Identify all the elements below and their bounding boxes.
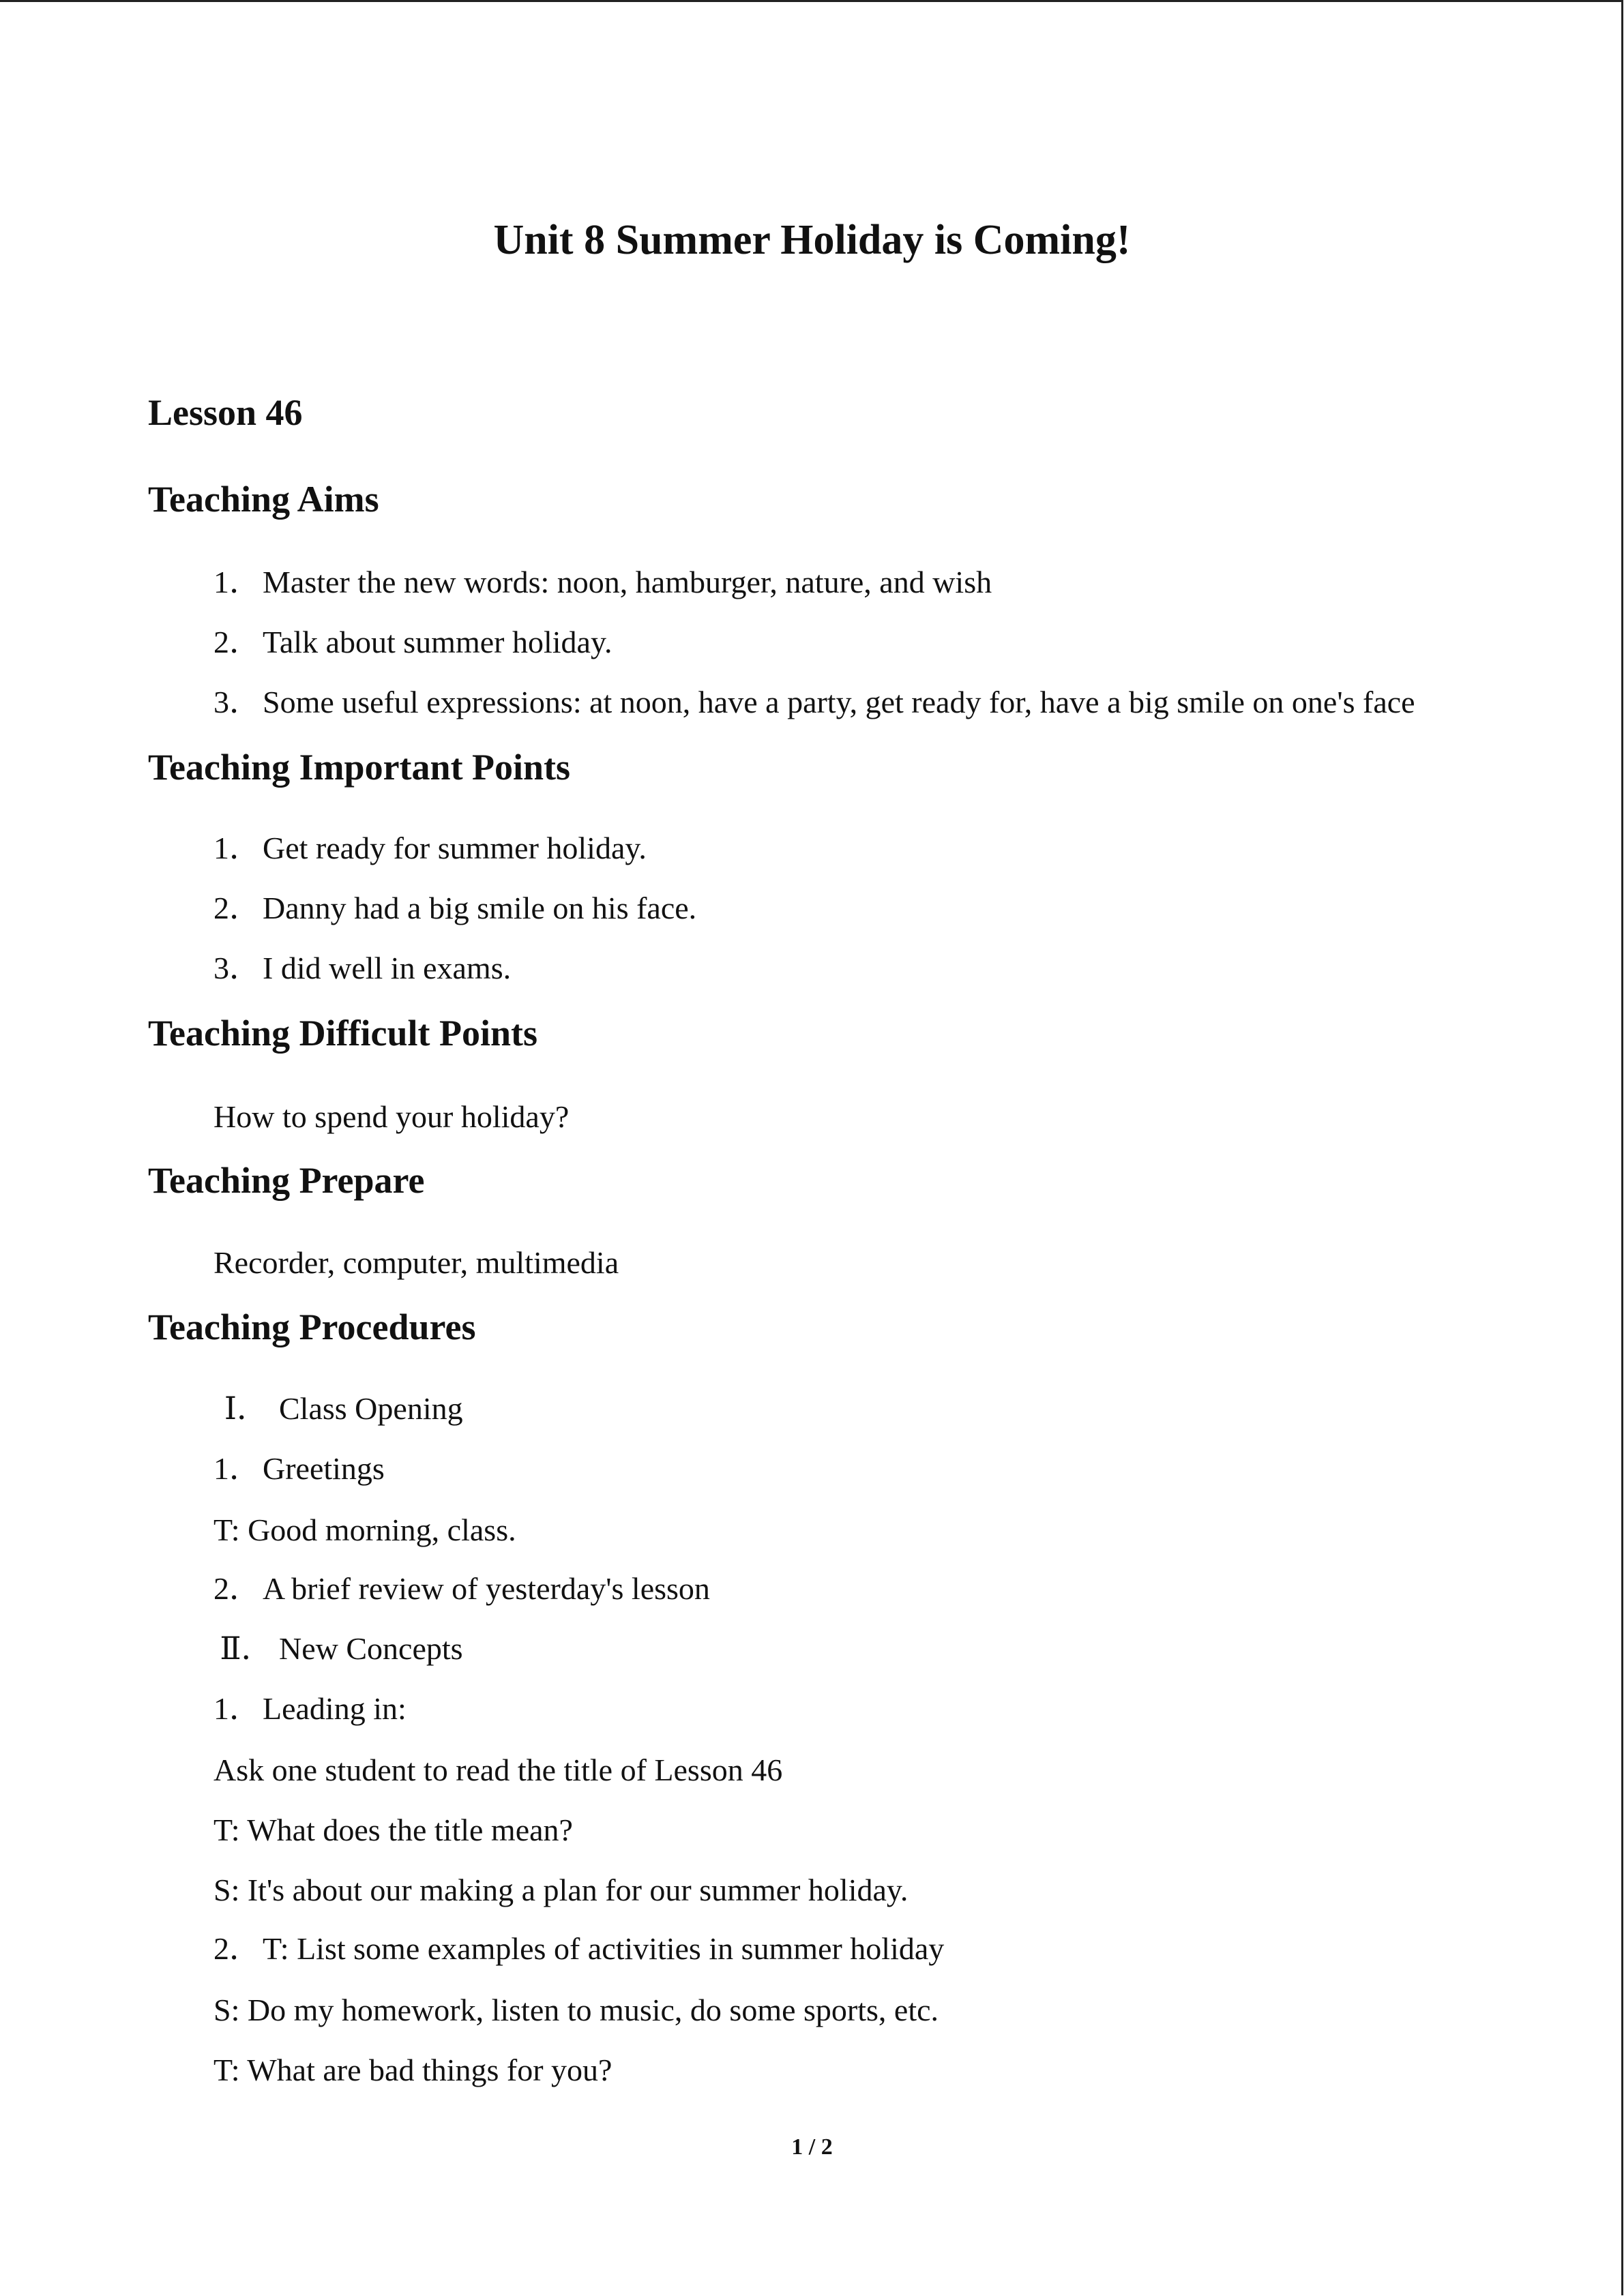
difficult-text: How to spend your holiday? <box>213 1099 570 1134</box>
list-text: Master the new words: noon, hamburger, nature, and wish <box>263 565 992 599</box>
dialogue-line: T: Good morning, class. <box>213 1512 516 1547</box>
aims-item-1 <box>213 562 992 603</box>
section-text: New Concepts <box>279 1631 463 1666</box>
list-number: 3． <box>213 685 261 719</box>
list-number: 2． <box>213 625 261 659</box>
roman-number: Ⅰ． <box>224 1391 269 1426</box>
dialogue-line: T: What are bad things for you? <box>213 2053 612 2087</box>
instruction-line: Ask one student to read the title of Lesson 46 <box>213 1753 783 1787</box>
roman-number: Ⅱ． <box>220 1631 273 1666</box>
list-number: 1． <box>213 1451 261 1486</box>
list-text: A brief review of yesterday's lesson <box>263 1571 710 1606</box>
section-new-concepts <box>213 1628 463 1669</box>
list-text: Get ready for summer holiday. <box>263 831 647 865</box>
dialogue-line: S: It's about our making a plan for our summer holiday. <box>213 1873 909 1907</box>
aims-item-3 <box>213 682 1415 723</box>
difficult-points-heading: Teaching Difficult Points <box>148 1013 538 1054</box>
dialogue-line: T: What does the title mean? <box>213 1813 573 1847</box>
list-number: 2． <box>213 1571 261 1606</box>
list-number: 3． <box>213 951 261 985</box>
leading-in-item <box>213 1688 407 1729</box>
important-points-heading: Teaching Important Points <box>148 747 571 788</box>
page-number: 1 / 2 <box>791 2134 833 2160</box>
important-item-2 <box>213 888 696 929</box>
document-title: Unit 8 Summer Holiday is Coming! <box>493 217 1131 263</box>
list-text: Danny had a big smile on his face. <box>263 891 697 925</box>
lesson-heading: Lesson 46 <box>148 392 303 433</box>
list-number: 2． <box>213 891 261 925</box>
list-number: 1． <box>213 1691 261 1726</box>
aims-item-2 <box>213 622 612 663</box>
list-number: 2． <box>213 1931 261 1966</box>
list-text: Talk about summer holiday. <box>263 625 612 659</box>
list-text: Leading in: <box>263 1691 407 1726</box>
prepare-heading: Teaching Prepare <box>148 1160 425 1201</box>
list-text: I did well in exams. <box>263 951 512 985</box>
important-item-1 <box>213 828 647 869</box>
dialogue-line: S: Do my homework, listen to music, do some sports, etc. <box>213 1993 939 2027</box>
important-item-3 <box>213 948 511 989</box>
list-text: T: List some examples of activities in summer holiday <box>263 1931 945 1966</box>
list-number: 1． <box>213 565 261 599</box>
list-number: 1． <box>213 831 261 865</box>
list-text: Some useful expressions: at noon, have a party, get ready for, have a big smile on one's face <box>263 685 1415 719</box>
section-class-opening <box>213 1388 463 1429</box>
greetings-item <box>213 1448 385 1489</box>
list-activities-item <box>213 1928 944 1969</box>
prepare-text: Recorder, computer, multimedia <box>213 1245 619 1280</box>
teaching-aims-heading: Teaching Aims <box>148 479 379 520</box>
section-text: Class Opening <box>279 1391 463 1426</box>
review-item <box>213 1568 710 1609</box>
list-text: Greetings <box>263 1451 385 1486</box>
procedures-heading: Teaching Procedures <box>148 1307 476 1347</box>
